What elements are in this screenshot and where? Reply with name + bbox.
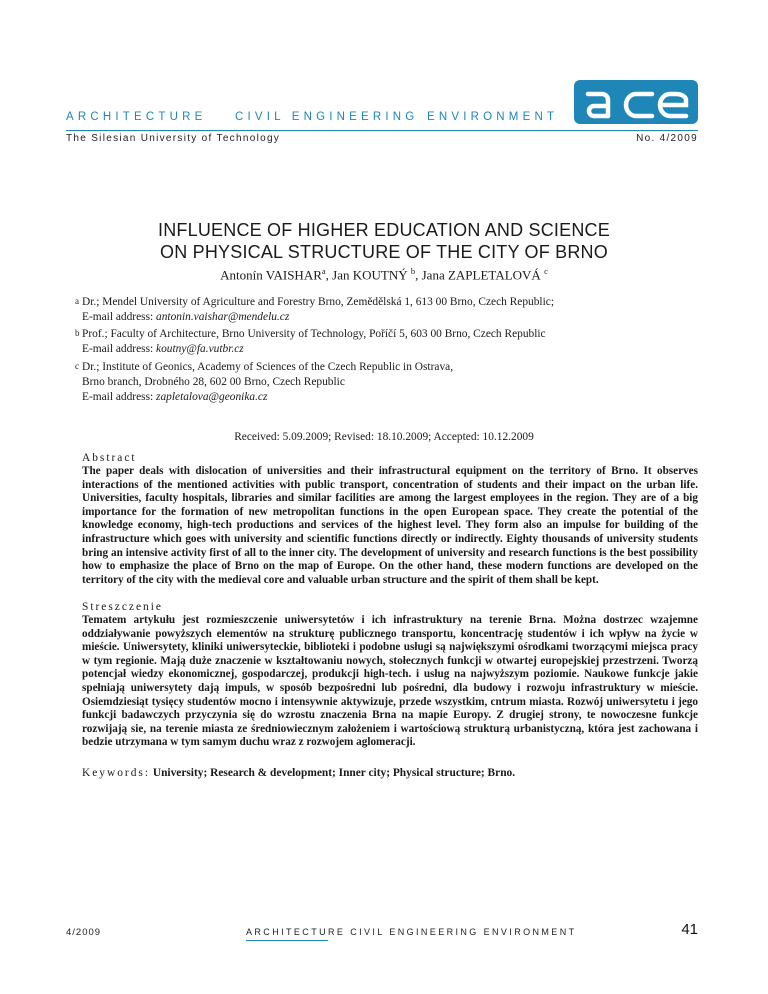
- author-list: [60, 266, 708, 283]
- logo-letter-a: a: [598, 109, 599, 111]
- submission-dates: Received: 5.09.2009; Revised: 18.10.2009; Accepted: 10.12.2009: [234, 431, 534, 443]
- issue-number: No. 4/2009: [636, 133, 698, 144]
- author-mark: c: [544, 266, 548, 276]
- email-label: E-mail address:: [82, 311, 157, 323]
- streszczenie-text: Tematem artykułu jest rozmieszczenie uniwersytetów i ich infrastruktury na terenie Brna. Można dostrzec wzajemne oddziaływanie powyższych elementów na strukturę publicznego transportu, koncentrację studentów i ich wpływ na życie w mieście. Uniwersytety, kliniki uniwersyteckie, biblioteki i podobne usługi są największymi ośrodkami tworzącymi miejsca pracy w tym regionie. Mają duże znaczenie w kształtowaniu nowych, stołecznych funkcji w otwartej europejskiej przestrzeni. Tworzą potencjał wiedzy ekonomicznej, gospodarczej, produkcji high-tech. i usług na najwyższym poziomie. Naukowe funkcje jakie spełniają uniwersytety dają impuls, w sposób bezpośredni lub pośredni, dla budowy i rozwoju infrastruktury w mieście. Osiemdziesiąt tysięcy studentów mocno i intensywnie aktywizuje, przede wszystkim, cntrum miasta. Rozwój uniwersytetu i jego funkcji badawczych przyczynia się do wzrostu znaczenia Brna na mapie Europy. Z drugiej strony, te nowoczesne funkcje rozwijają sie, na terenie miasta ze średniowiecznym założeniem i wartościową strukturą urbanistyczną, która jest zachowana i bedzie utrzymana w tym samym duchu wraz z rozwojem aglomeracji.: [82, 614, 698, 749]
- affiliation-mark: a: [75, 296, 79, 306]
- affiliation-text: Dr.; Institute of Geonics, Academy of Sciences of the Czech Republic in Ostrava,: [82, 361, 454, 373]
- email-address[interactable]: zapletalova@geonika.cz: [156, 391, 268, 403]
- author-name: Jana ZAPLETALOVÁ: [421, 267, 545, 283]
- footer-underline: [246, 940, 328, 941]
- author-mark: a: [321, 266, 326, 276]
- header-rule: [66, 130, 698, 131]
- footer-running-rest: CIVIL ENGINEERING ENVIRONMENT: [350, 927, 577, 937]
- journal-section-civil-engineering: CIVIL ENGINEERING: [235, 111, 419, 123]
- university-name: The Silesian University of Technology: [66, 133, 281, 144]
- affiliation-email-line: [82, 310, 554, 325]
- affiliation-text: Prof.; Faculty of Architecture, Brno University of Technology, Poříčí 5, 603 00 Brno, Czech Republic: [82, 328, 546, 340]
- keywords-label: Keywords:: [82, 767, 150, 779]
- author-name: Jan KOUTNÝ: [332, 267, 411, 283]
- logo-letter-e: e: [678, 109, 679, 111]
- affiliation-text-2: Brno branch, Drobného 28, 602 00 Brno, Czech Republic: [82, 376, 345, 388]
- affiliation-email-line: [82, 390, 453, 405]
- author-mark: b: [410, 266, 416, 276]
- abstract-heading: Abstract: [82, 452, 137, 464]
- page-number: 41: [681, 921, 698, 938]
- author-separator: ,: [325, 267, 333, 283]
- title-line-1: INFLUENCE OF HIGHER EDUCATION AND SCIENCE: [158, 220, 610, 240]
- article-title: [60, 219, 708, 263]
- title-line-2: ON PHYSICAL STRUCTURE OF THE CITY OF BRNO: [160, 242, 608, 262]
- footer-issue: 4/2009: [66, 927, 102, 938]
- author-name: Antonín VAISHAR: [220, 267, 322, 283]
- email-label: E-mail address:: [82, 391, 157, 403]
- abstract-text: The paper deals with dislocation of universities and their infrastructural equipment on the territory of Brno. It observes interactions of the mentioned activities with public transport, concentration of students and their impact on the urban life. Universities, faculty hospitals, libraries and similar facilities are among the largest employees in the region. They are of a big importance for the formation of new metropolitan functions in the open European space. They create the potential of the knowledge economy, high-tech productions and services of the highest level. They form also an impulse for building of the infrastructure which goes with university and scientific functions directly or indirectly. Eighty thousands of university students bring an intensive activity first of all to the inner city. The development of university and research functions is the best possibility how to emphasize the place of Brno on the map of Europe. On the other hand, these modern functions are developed on the territory of the city with the medieval core and valuable urban structure and the spirit of them shall be kept.: [82, 465, 698, 586]
- logo-letter-c: c: [640, 109, 641, 111]
- journal-logo: [574, 80, 698, 124]
- affiliation-mark: b: [75, 328, 80, 338]
- streszczenie-heading: Streszczenie: [82, 601, 163, 613]
- email-address[interactable]: koutny@fa.vutbr.cz: [156, 343, 244, 355]
- affiliation-c: [75, 360, 454, 405]
- footer-running-title: [246, 927, 577, 937]
- keywords: [82, 767, 515, 779]
- affiliation-email-line: [82, 342, 546, 357]
- affiliation-mark: c: [75, 361, 79, 371]
- email-address[interactable]: antonin.vaishar@mendelu.cz: [156, 311, 290, 323]
- affiliation-b: [75, 327, 546, 357]
- affiliation-text: Dr.; Mendel University of Agriculture and Forestry Brno, Zemědělská 1, 613 00 Brno, Czech Republic;: [82, 296, 554, 308]
- journal-section-architecture: ARCHITECTURE: [66, 111, 207, 123]
- keywords-values: University; Research & development; Inner city; Physical structure; Brno.: [152, 767, 516, 779]
- affiliation-a: [75, 295, 554, 325]
- author-separator: ,: [415, 267, 422, 283]
- footer-running-architecture: ARCHITECTURE: [246, 927, 346, 937]
- email-label: E-mail address:: [82, 343, 157, 355]
- journal-section-environment: ENVIRONMENT: [427, 111, 559, 123]
